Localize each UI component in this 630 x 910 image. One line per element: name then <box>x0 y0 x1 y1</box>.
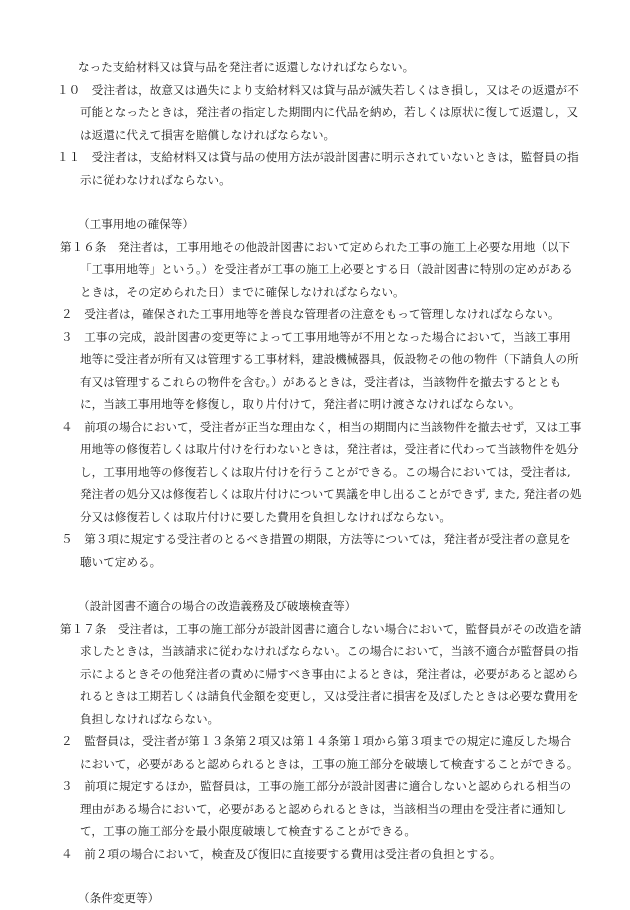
section-heading-nonconformity: （設計図書不適合の場合の改造義務及び破壊検査等） <box>78 599 357 613</box>
document-page <box>0 56 630 910</box>
article-16-clause-5: ５ 第３項に規定する受注者のとるべき措置の期限，方法等については，発注者が受注者の意見を聴いて定める。 <box>61 532 571 569</box>
clause-10: １０ 受注者は，故意又は過失により支給材料又は貸与品が滅失若しくはき損し，又はその返還が不可能となったときは，発注者の指定した期間内に代品を納め，若しくは原状に復して返還し，又は返還に代えて損害を賠償しなければならない。 <box>57 82 579 142</box>
article-16-clause-4: ４ 前項の場合において，受注者が正当な理由なく，相当の期間内に当該物件を撤去せず，又は工事用地等の修復若しくは取片付けを行わないときは，発注者は，受注者に代わって当該物件を処分し，工事用地等の修復若しくは取片付けを行うことができる。この場合においては，受注者は, 発注者の処分又は修復若しくは取片付けについて異議を申し出ることができず, また, 発注者の処分又は修復若しくは取片付けに要した費用を負担しなければならない。 <box>61 419 582 524</box>
section-heading-land: （工事用地の確保等） <box>78 217 194 231</box>
article-17: 第１７条 受注者は，工事の施工部分が設計図書に適合しない場合において，監督員がその改造を請求したときは，当該請求に従わなければならない。この場合において，当該不適合が監督員の指示によるときその他発注者の責めに帰すべき事由によるときは，発注者は，必要があると認められるときは工期若しくは請負代金額を変更し，又は受注者に損害を及ぼしたときは必要な費用を負担しなければならない。 <box>60 621 582 726</box>
article-16-clause-3: ３ 工事の完成，設計図書の変更等によって工事用地等が不用となった場合において，当該工事用地等に受注者が所有又は管理する工事材料，建設機械器具，仮設物その他の物件（下請負人の所有又は管理するこれらの物件を含む。）があるときは，受注者は，当該物件を撤去するとともに，当該工事用地等を修復し，取り片付けて，発注者に明け渡さなければならない。 <box>61 329 579 411</box>
paragraph-continuation: なった支給材料又は貸与品を発注者に返還しなければならない。 <box>78 60 415 74</box>
article-17-clause-4: ４ 前２項の場合において，検査及び復旧に直接要する費用は受注者の負担とする。 <box>61 846 502 861</box>
article-16-clause-2: ２ 受注者は，確保された工事用地等を善良な管理者の注意をもって管理しなければならない。 <box>61 307 560 321</box>
section-heading-condition-change: （条件変更等） <box>78 891 160 905</box>
article-16: 第１６条 発注者は，工事用地その他設計図書において定められた工事の施工上必要な用地（以下「工事用地等」という。）を受注者が工事の施工上必要とする日（設計図書に特別の定めがあるときは，その定められた日）までに確保しなければならない。 <box>60 239 573 299</box>
clause-11: １１ 受注者は，支給材料又は貸与品の使用方法が設計図書に明示されていないときは，監督員の指示に従わなければならない。 <box>57 150 579 187</box>
article-17-clause-2: ２ 監督員は，受注者が第１３条第２項又は第１４条第１項から第３項までの規定に違反した場合において，必要があると認められるときは，工事の施工部分を破壊して検査することができる。 <box>61 734 579 771</box>
article-17-clause-3: ３ 前項に規定するほか，監督員は，工事の施工部分が設計図書に適合しないと認められる相当の理由がある場合において，必要があると認められるときは，当該相当の理由を受注者に通知して，工事の施工部分を最小限度破壊して検査することができる。 <box>61 779 572 838</box>
